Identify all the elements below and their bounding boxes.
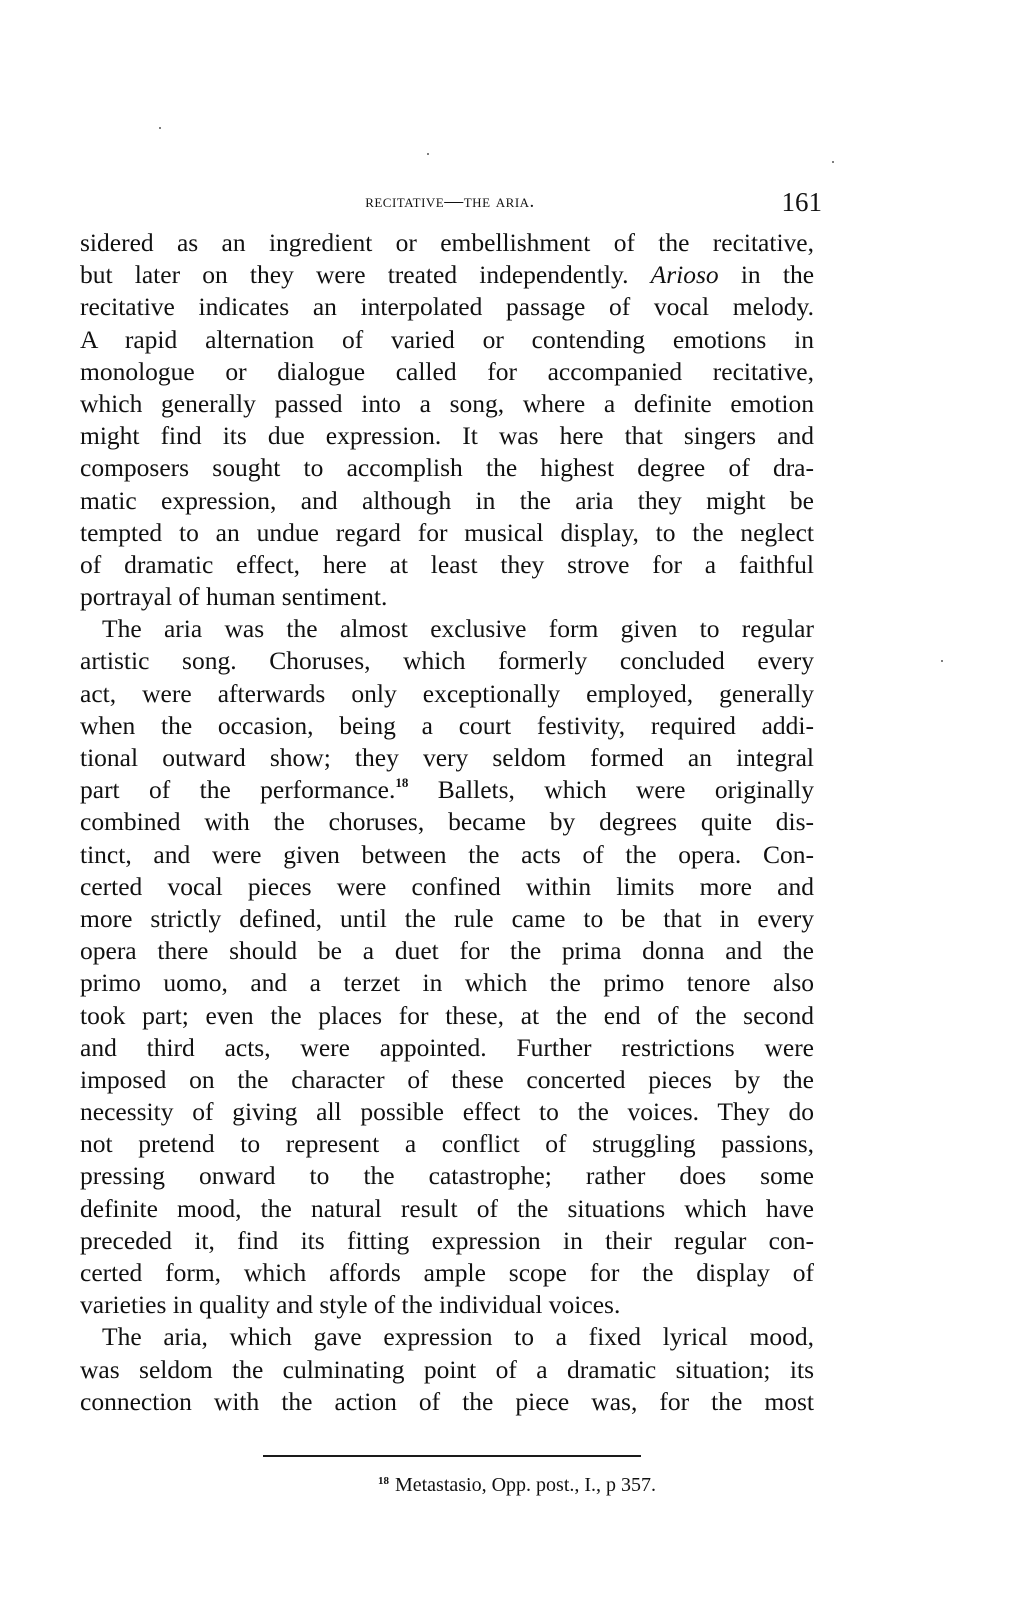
text-line: opera there should be a duet for the prima donna and the [80, 936, 814, 966]
text-line: recitative indicates an interpolated passage of vocal melody. [80, 292, 814, 322]
text-line: matic expression, and although in the aria they might be [80, 485, 814, 515]
scan-speck [832, 161, 834, 163]
text-segment: in the [740, 260, 815, 290]
paragraph-start-line: The aria was the almost exclusive form given to regular [102, 614, 814, 644]
text-line: imposed on the character of these concerted pieces by the [80, 1064, 814, 1094]
body-text [80, 227, 814, 1418]
scan-speck [159, 127, 161, 129]
text-line: composers sought to accomplish the highest degree of dra- [80, 453, 814, 483]
text-line: and third acts, were appointed. Further restrictions were [80, 1032, 814, 1062]
page-number: 161 [781, 187, 822, 217]
text-line: varieties in quality and style of the individual voices. [80, 1290, 621, 1320]
text-line: portrayal of human sentiment. [80, 582, 388, 612]
text-line [80, 774, 814, 806]
text-segment: Ballets, which were originally [437, 775, 815, 805]
text-line: necessity of giving all possible effect to the voices. They do [80, 1097, 814, 1127]
footnote-divider [263, 1455, 641, 1457]
text-line: tempted to an undue regard for musical display, to the neglect [80, 517, 814, 547]
text-line: more strictly defined, until the rule came to be that in every [80, 903, 814, 933]
italic-term: Arioso [650, 260, 719, 290]
text-segment: part of the performance. [80, 775, 396, 805]
text-line: primo uomo, and a terzet in which the primo tenore also [80, 968, 814, 998]
text-line: connection with the action of the piece was, for the most [80, 1386, 814, 1416]
running-title: recitative—the aria. [365, 191, 535, 212]
text-line: tinct, and were given between the acts of the opera. Con- [80, 839, 814, 869]
text-line: which generally passed into a song, where a definite emotion [80, 388, 814, 418]
text-line: of dramatic effect, here at least they strove for a faithful [80, 549, 814, 579]
text-line: definite mood, the natural result of the situations which have [80, 1193, 814, 1223]
text-line: sidered as an ingredient or embellishment of the recitative, [80, 228, 814, 257]
text-line: not pretend to represent a conflict of struggling passions, [80, 1129, 814, 1159]
text-line: act, were afterwards only exceptionally employed, generally [80, 678, 814, 708]
text-line: certed form, which affords ample scope for the display of [80, 1258, 814, 1287]
paragraph-start-line: The aria, which gave expression to a fixed lyrical mood, [102, 1322, 814, 1352]
scan-speck [941, 660, 943, 662]
footnote-number: 18 [377, 1475, 389, 1487]
text-line: took part; even the places for these, at the end of the second [80, 1000, 814, 1030]
text-line: artistic song. Choruses, which formerly concluded every [80, 646, 814, 676]
running-head [80, 189, 820, 219]
text-line: A rapid alternation of varied or contending emotions in [80, 324, 814, 354]
text-segment: but later on they were treated independently. [80, 260, 629, 290]
footnote-text: Metastasio, Opp. post., I., p 357. [394, 1474, 657, 1496]
text-line: when the occasion, being a court festivity, required addi- [80, 710, 814, 740]
text-line: preceded it, find its fitting expression in their regular con- [80, 1225, 814, 1255]
text-line: was seldom the culminating point of a dramatic situation; its [80, 1354, 814, 1384]
footnote-reference[interactable]: 18 [395, 775, 409, 791]
footnote [0, 1474, 1034, 1497]
text-line [80, 259, 814, 291]
text-line: tional outward show; they very seldom formed an integral [80, 743, 814, 772]
scan-speck [427, 153, 429, 155]
text-line: might find its due expression. It was here that singers and [80, 421, 814, 451]
text-line: pressing onward to the catastrophe; rather does some [80, 1161, 814, 1191]
text-line: certed vocal pieces were confined within limits more and [80, 871, 814, 901]
text-line: combined with the choruses, became by degrees quite dis- [80, 807, 814, 837]
text-line: monologue or dialogue called for accompanied recitative, [80, 356, 814, 386]
